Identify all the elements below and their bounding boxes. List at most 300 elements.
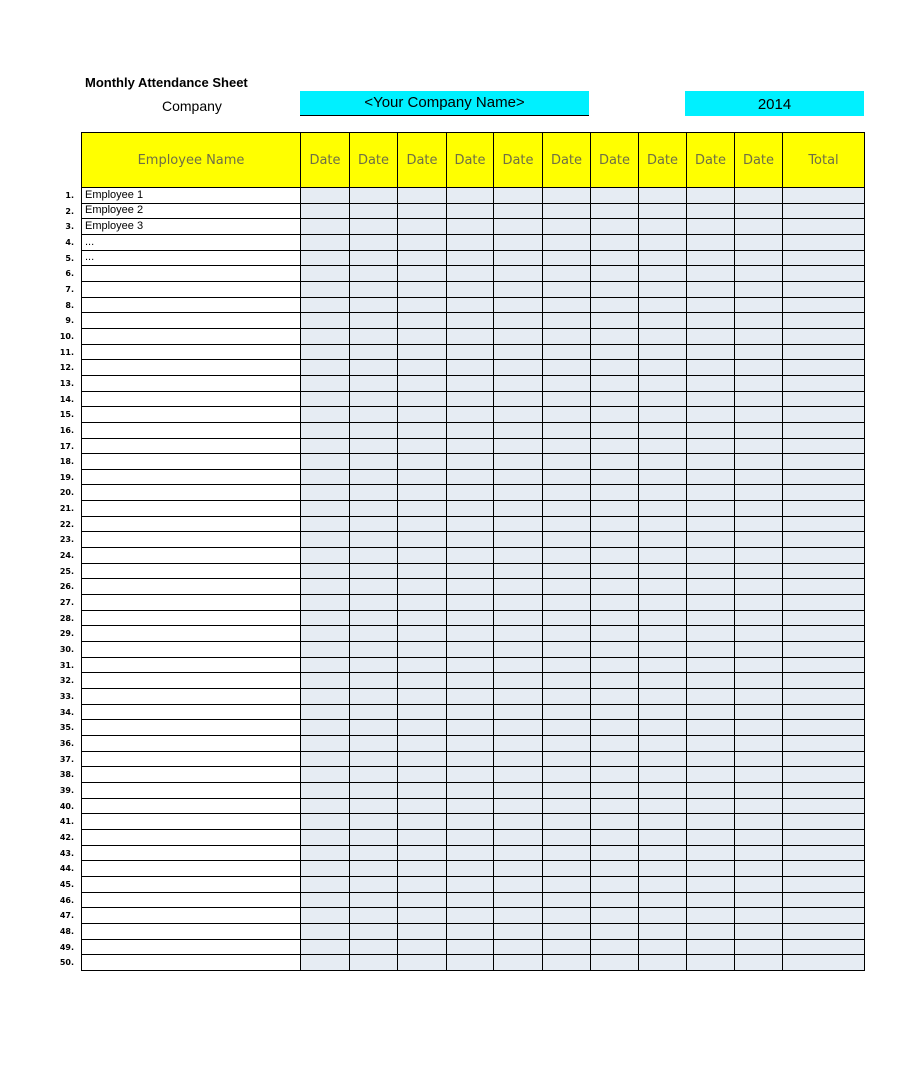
date-cell[interactable] [398,908,447,924]
date-cell[interactable] [735,751,783,767]
date-cell[interactable] [687,814,735,830]
employee-name-cell[interactable] [82,642,301,658]
date-cell[interactable] [301,203,350,219]
date-cell[interactable] [543,908,591,924]
date-cell[interactable] [591,720,639,736]
date-cell[interactable] [735,281,783,297]
date-cell[interactable] [301,829,350,845]
date-cell[interactable] [398,642,447,658]
date-cell[interactable] [494,939,543,955]
date-cell[interactable] [398,923,447,939]
date-cell[interactable] [398,219,447,235]
date-cell[interactable] [494,328,543,344]
date-cell[interactable] [543,751,591,767]
date-cell[interactable] [687,735,735,751]
date-cell[interactable] [735,188,783,204]
total-cell[interactable] [783,516,865,532]
date-cell[interactable] [687,407,735,423]
date-cell[interactable] [494,751,543,767]
date-cell[interactable] [735,923,783,939]
date-cell[interactable] [301,782,350,798]
total-cell[interactable] [783,892,865,908]
date-cell[interactable] [591,234,639,250]
employee-name-cell[interactable] [82,923,301,939]
date-cell[interactable] [350,720,398,736]
date-cell[interactable] [735,375,783,391]
date-cell[interactable] [543,829,591,845]
date-cell[interactable] [639,610,687,626]
date-cell[interactable] [494,281,543,297]
date-cell[interactable] [735,548,783,564]
date-cell[interactable] [447,939,494,955]
date-cell[interactable] [543,782,591,798]
date-cell[interactable] [350,610,398,626]
date-cell[interactable] [591,516,639,532]
date-cell[interactable] [447,360,494,376]
date-cell[interactable] [350,548,398,564]
employee-name-cell[interactable] [82,360,301,376]
date-cell[interactable] [301,438,350,454]
employee-name-cell[interactable] [82,281,301,297]
date-cell[interactable] [591,548,639,564]
date-cell[interactable] [398,892,447,908]
date-cell[interactable] [591,923,639,939]
date-cell[interactable] [398,861,447,877]
date-cell[interactable] [543,955,591,971]
date-cell[interactable] [591,861,639,877]
date-cell[interactable] [639,689,687,705]
date-cell[interactable] [591,407,639,423]
date-cell[interactable] [494,782,543,798]
date-cell[interactable] [301,876,350,892]
date-cell[interactable] [350,454,398,470]
total-cell[interactable] [783,375,865,391]
date-cell[interactable] [639,266,687,282]
date-cell[interactable] [494,579,543,595]
date-cell[interactable] [687,657,735,673]
date-cell[interactable] [639,626,687,642]
date-cell[interactable] [350,642,398,658]
date-cell[interactable] [494,923,543,939]
total-cell[interactable] [783,407,865,423]
date-cell[interactable] [543,595,591,611]
date-cell[interactable] [301,689,350,705]
date-cell[interactable] [639,563,687,579]
date-cell[interactable] [447,829,494,845]
date-cell[interactable] [591,391,639,407]
total-cell[interactable] [783,266,865,282]
date-cell[interactable] [301,814,350,830]
employee-name-cell[interactable] [82,579,301,595]
date-cell[interactable] [398,939,447,955]
date-cell[interactable] [398,595,447,611]
date-cell[interactable] [639,203,687,219]
date-cell[interactable] [447,234,494,250]
date-cell[interactable] [350,626,398,642]
date-cell[interactable] [350,234,398,250]
total-cell[interactable] [783,501,865,517]
employee-name-cell[interactable]: Employee 1 [82,188,301,204]
date-cell[interactable] [398,234,447,250]
date-cell[interactable] [301,767,350,783]
date-cell[interactable] [301,892,350,908]
date-cell[interactable] [301,939,350,955]
date-cell[interactable] [301,188,350,204]
date-cell[interactable] [591,657,639,673]
date-cell[interactable] [543,234,591,250]
employee-name-cell[interactable]: ... [82,234,301,250]
date-cell[interactable] [543,939,591,955]
date-cell[interactable] [301,595,350,611]
date-cell[interactable] [350,422,398,438]
date-cell[interactable] [447,923,494,939]
date-cell[interactable] [398,563,447,579]
date-cell[interactable] [735,955,783,971]
date-cell[interactable] [639,814,687,830]
date-cell[interactable] [687,188,735,204]
date-cell[interactable] [350,501,398,517]
date-cell[interactable] [687,876,735,892]
date-cell[interactable] [735,485,783,501]
date-cell[interactable] [543,328,591,344]
date-cell[interactable] [543,203,591,219]
date-cell[interactable] [735,344,783,360]
date-cell[interactable] [301,626,350,642]
date-cell[interactable] [735,939,783,955]
date-cell[interactable] [350,297,398,313]
date-cell[interactable] [494,297,543,313]
date-cell[interactable] [591,438,639,454]
date-cell[interactable] [398,579,447,595]
date-cell[interactable] [350,782,398,798]
date-cell[interactable] [591,767,639,783]
date-cell[interactable] [687,250,735,266]
date-cell[interactable] [687,516,735,532]
total-cell[interactable] [783,720,865,736]
date-cell[interactable] [447,845,494,861]
date-cell[interactable] [543,704,591,720]
date-cell[interactable] [398,250,447,266]
date-cell[interactable] [447,266,494,282]
total-cell[interactable] [783,313,865,329]
date-cell[interactable] [639,751,687,767]
date-cell[interactable] [447,735,494,751]
date-cell[interactable] [301,266,350,282]
date-cell[interactable] [735,829,783,845]
date-cell[interactable] [591,281,639,297]
date-cell[interactable] [687,767,735,783]
date-cell[interactable] [494,438,543,454]
employee-name-cell[interactable] [82,469,301,485]
date-cell[interactable] [494,892,543,908]
date-cell[interactable] [543,532,591,548]
employee-name-cell[interactable] [82,595,301,611]
date-cell[interactable] [687,219,735,235]
date-cell[interactable] [494,532,543,548]
date-cell[interactable] [301,861,350,877]
date-cell[interactable] [398,751,447,767]
date-cell[interactable] [494,454,543,470]
date-cell[interactable] [494,391,543,407]
date-cell[interactable] [687,438,735,454]
date-cell[interactable] [687,626,735,642]
date-cell[interactable] [447,532,494,548]
date-cell[interactable] [543,297,591,313]
date-cell[interactable] [494,469,543,485]
total-cell[interactable] [783,203,865,219]
date-cell[interactable] [591,782,639,798]
date-cell[interactable] [543,579,591,595]
date-cell[interactable] [447,250,494,266]
date-cell[interactable] [639,344,687,360]
date-cell[interactable] [398,485,447,501]
date-cell[interactable] [350,579,398,595]
employee-name-cell[interactable] [82,563,301,579]
date-cell[interactable] [687,375,735,391]
date-cell[interactable] [543,438,591,454]
date-cell[interactable] [447,673,494,689]
date-cell[interactable] [301,673,350,689]
employee-name-cell[interactable]: Employee 2 [82,203,301,219]
date-cell[interactable] [639,532,687,548]
date-cell[interactable] [639,469,687,485]
date-cell[interactable] [494,845,543,861]
date-cell[interactable] [398,422,447,438]
employee-name-cell[interactable] [82,422,301,438]
date-cell[interactable] [494,548,543,564]
date-cell[interactable] [301,391,350,407]
date-cell[interactable] [350,266,398,282]
employee-name-cell[interactable] [82,313,301,329]
date-cell[interactable] [301,485,350,501]
date-cell[interactable] [350,861,398,877]
date-cell[interactable] [687,422,735,438]
date-cell[interactable] [398,313,447,329]
date-cell[interactable] [301,563,350,579]
date-cell[interactable] [301,313,350,329]
total-cell[interactable] [783,642,865,658]
date-cell[interactable] [494,908,543,924]
total-cell[interactable] [783,469,865,485]
date-cell[interactable] [735,407,783,423]
date-cell[interactable] [543,923,591,939]
date-cell[interactable] [639,501,687,517]
total-cell[interactable] [783,485,865,501]
date-cell[interactable] [735,219,783,235]
date-cell[interactable] [735,689,783,705]
total-cell[interactable] [783,939,865,955]
date-cell[interactable] [543,375,591,391]
date-cell[interactable] [735,626,783,642]
date-cell[interactable] [447,438,494,454]
date-cell[interactable] [301,720,350,736]
date-cell[interactable] [447,595,494,611]
date-cell[interactable] [543,814,591,830]
date-cell[interactable] [447,610,494,626]
date-cell[interactable] [494,219,543,235]
date-cell[interactable] [591,876,639,892]
total-cell[interactable] [783,798,865,814]
date-cell[interactable] [494,313,543,329]
date-cell[interactable] [591,501,639,517]
date-cell[interactable] [687,845,735,861]
date-cell[interactable] [735,642,783,658]
date-cell[interactable] [639,297,687,313]
date-cell[interactable] [639,657,687,673]
date-cell[interactable] [350,532,398,548]
date-cell[interactable] [447,375,494,391]
date-cell[interactable] [350,939,398,955]
date-cell[interactable] [687,297,735,313]
date-cell[interactable] [398,297,447,313]
date-cell[interactable] [543,454,591,470]
date-cell[interactable] [301,297,350,313]
date-cell[interactable] [735,469,783,485]
date-cell[interactable] [639,328,687,344]
date-cell[interactable] [350,516,398,532]
date-cell[interactable] [350,689,398,705]
date-cell[interactable] [398,689,447,705]
date-cell[interactable] [687,955,735,971]
date-cell[interactable] [639,939,687,955]
date-cell[interactable] [735,360,783,376]
date-cell[interactable] [350,328,398,344]
date-cell[interactable] [591,219,639,235]
date-cell[interactable] [398,281,447,297]
date-cell[interactable] [543,360,591,376]
date-cell[interactable] [350,704,398,720]
total-cell[interactable] [783,735,865,751]
date-cell[interactable] [591,798,639,814]
date-cell[interactable] [398,266,447,282]
date-cell[interactable] [494,595,543,611]
date-cell[interactable] [350,407,398,423]
date-cell[interactable] [447,563,494,579]
date-cell[interactable] [494,720,543,736]
date-cell[interactable] [350,798,398,814]
total-cell[interactable] [783,876,865,892]
total-cell[interactable] [783,751,865,767]
date-cell[interactable] [494,689,543,705]
employee-name-cell[interactable] [82,767,301,783]
employee-name-cell[interactable] [82,814,301,830]
date-cell[interactable] [398,767,447,783]
company-name-field[interactable]: <Your Company Name> [300,91,589,116]
total-cell[interactable] [783,250,865,266]
date-cell[interactable] [447,814,494,830]
date-cell[interactable] [398,188,447,204]
date-cell[interactable] [735,892,783,908]
date-cell[interactable] [301,845,350,861]
total-cell[interactable] [783,281,865,297]
employee-name-cell[interactable] [82,798,301,814]
date-cell[interactable] [350,344,398,360]
date-cell[interactable] [447,281,494,297]
date-cell[interactable] [447,548,494,564]
date-cell[interactable] [735,782,783,798]
date-cell[interactable] [301,955,350,971]
date-cell[interactable] [301,454,350,470]
date-cell[interactable] [494,735,543,751]
date-cell[interactable] [398,469,447,485]
date-cell[interactable] [301,250,350,266]
date-cell[interactable] [687,751,735,767]
date-cell[interactable] [591,939,639,955]
date-cell[interactable] [494,250,543,266]
date-cell[interactable] [591,595,639,611]
date-cell[interactable] [735,266,783,282]
date-cell[interactable] [687,203,735,219]
date-cell[interactable] [591,563,639,579]
date-cell[interactable] [447,407,494,423]
date-cell[interactable] [639,485,687,501]
date-cell[interactable] [543,673,591,689]
date-cell[interactable] [639,892,687,908]
date-cell[interactable] [398,375,447,391]
date-cell[interactable] [735,610,783,626]
date-cell[interactable] [591,203,639,219]
employee-name-cell[interactable] [82,689,301,705]
date-cell[interactable] [687,469,735,485]
date-cell[interactable] [639,642,687,658]
total-cell[interactable] [783,767,865,783]
date-cell[interactable] [591,469,639,485]
date-cell[interactable] [398,876,447,892]
date-cell[interactable] [591,485,639,501]
date-cell[interactable] [398,203,447,219]
date-cell[interactable] [494,798,543,814]
date-cell[interactable] [398,798,447,814]
date-cell[interactable] [543,501,591,517]
total-cell[interactable] [783,955,865,971]
date-cell[interactable] [494,610,543,626]
date-cell[interactable] [447,798,494,814]
date-cell[interactable] [494,673,543,689]
date-cell[interactable] [543,188,591,204]
date-cell[interactable] [687,485,735,501]
date-cell[interactable] [735,876,783,892]
total-cell[interactable] [783,532,865,548]
date-cell[interactable] [447,626,494,642]
date-cell[interactable] [494,642,543,658]
date-cell[interactable] [301,469,350,485]
date-cell[interactable] [735,313,783,329]
date-cell[interactable] [447,469,494,485]
date-cell[interactable] [591,250,639,266]
date-cell[interactable] [543,720,591,736]
total-cell[interactable] [783,454,865,470]
total-cell[interactable] [783,861,865,877]
employee-name-cell[interactable] [82,438,301,454]
date-cell[interactable] [350,923,398,939]
date-cell[interactable] [447,391,494,407]
date-cell[interactable] [350,845,398,861]
total-cell[interactable] [783,704,865,720]
date-cell[interactable] [494,861,543,877]
date-cell[interactable] [639,234,687,250]
total-cell[interactable] [783,782,865,798]
date-cell[interactable] [639,735,687,751]
date-cell[interactable] [735,861,783,877]
date-cell[interactable] [591,689,639,705]
employee-name-cell[interactable] [82,344,301,360]
date-cell[interactable] [591,360,639,376]
date-cell[interactable] [687,563,735,579]
total-cell[interactable] [783,829,865,845]
total-cell[interactable] [783,908,865,924]
total-cell[interactable] [783,923,865,939]
employee-name-cell[interactable] [82,704,301,720]
